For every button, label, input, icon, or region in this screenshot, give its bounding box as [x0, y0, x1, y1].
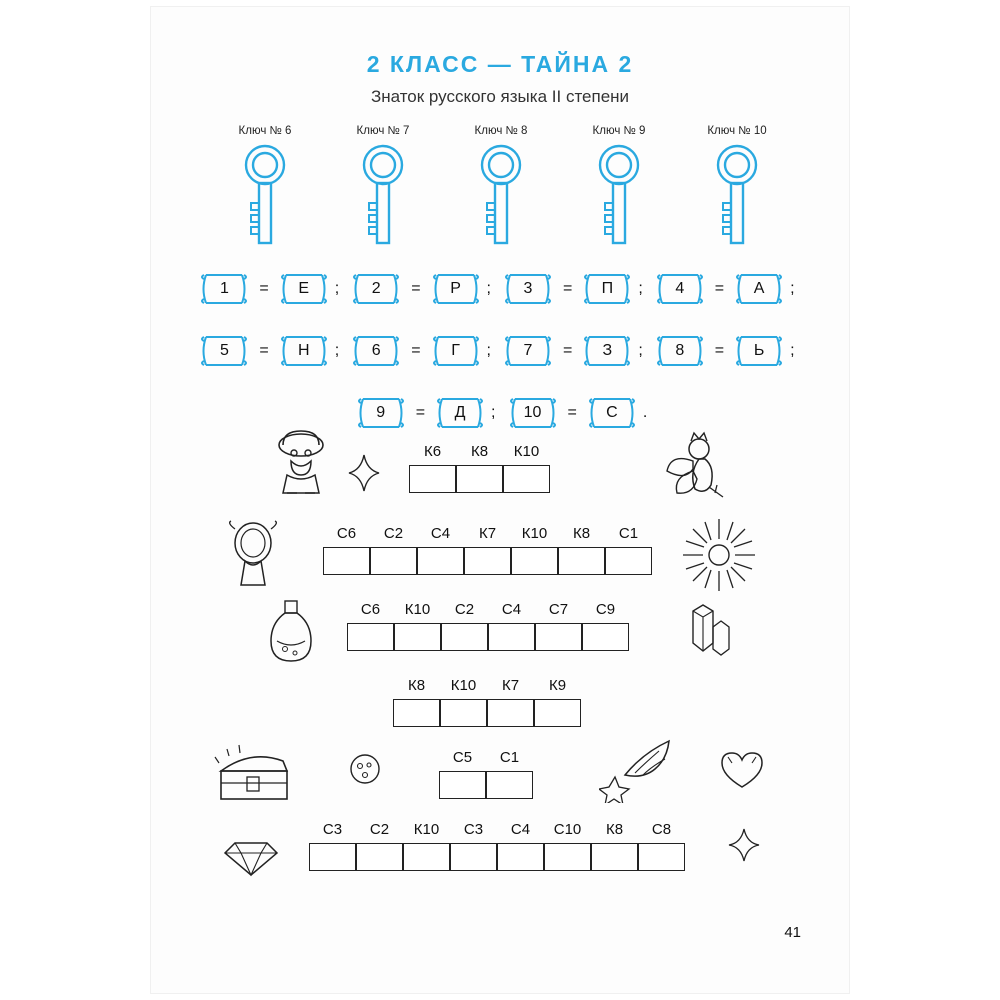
answer-box[interactable] [487, 699, 534, 727]
heart-icon [717, 745, 767, 793]
separator: ; [790, 342, 795, 359]
crystals-icon [679, 597, 739, 667]
legend-pair [196, 331, 348, 371]
answer-box[interactable] [456, 465, 503, 493]
answer-box[interactable] [370, 547, 417, 575]
separator: ; [334, 280, 340, 297]
fairy-icon [659, 427, 735, 513]
page-title: 2 КЛАСС — ТАЙНА 2 [366, 51, 634, 77]
scroll-number: 7 [502, 331, 554, 371]
answer-boxes [347, 623, 629, 651]
key-item-8 [447, 125, 555, 251]
answer-box[interactable] [605, 547, 652, 575]
key-icon [355, 141, 411, 251]
code-labels: К6 К8 К10 [423, 443, 540, 460]
equals-sign: = [567, 404, 577, 421]
scroll-letter: С [586, 393, 638, 433]
scroll-number: 2 [350, 269, 402, 309]
mirror-icon [223, 519, 287, 591]
key-icon [473, 141, 529, 251]
scroll-letter: А [733, 269, 785, 309]
scroll-letter: Ь [733, 331, 785, 371]
scroll-letter: Е [278, 269, 330, 309]
separator: ; [638, 280, 643, 297]
scroll-letter: Н [278, 331, 330, 371]
equals-sign: = [259, 342, 269, 359]
answer-box[interactable] [409, 465, 456, 493]
answer-box[interactable] [450, 843, 497, 871]
code-labels: С6 К10 С2 С4 С7 С9 [360, 601, 616, 618]
page-subtitle: Знаток русского языка II степени [370, 87, 630, 106]
answer-box[interactable] [441, 623, 488, 651]
legend-row [151, 269, 849, 309]
answer-box[interactable] [393, 699, 440, 727]
answer-box[interactable] [356, 843, 403, 871]
key-item-9 [565, 125, 673, 251]
answer-boxes [309, 843, 685, 871]
answer-box[interactable] [558, 547, 605, 575]
keys-row [211, 125, 791, 251]
key-icon [591, 141, 647, 251]
equals-sign: = [563, 342, 573, 359]
key-label: Ключ № 10 [707, 125, 767, 137]
code-labels: С6 С2 С4 К7 К10 К8 С1 [336, 525, 639, 542]
legend-pair [505, 393, 648, 433]
answer-box[interactable] [534, 699, 581, 727]
scroll-number: 5 [198, 331, 250, 371]
equals-sign: = [714, 342, 725, 359]
answer-boxes [439, 771, 533, 799]
scroll-number: 6 [350, 331, 402, 371]
key-item-6 [211, 125, 319, 251]
code-labels: К8 К10 К7 К9 [407, 677, 567, 694]
key-item-10 [683, 125, 791, 251]
equals-sign: = [415, 404, 426, 421]
answer-box[interactable] [439, 771, 486, 799]
legend-pair [348, 331, 500, 371]
answer-boxes [409, 465, 550, 493]
diamond-icon [223, 831, 279, 879]
answer-box[interactable] [394, 623, 441, 651]
answer-box[interactable] [440, 699, 487, 727]
answer-box[interactable] [591, 843, 638, 871]
comet-icon [599, 733, 689, 803]
answer-box[interactable] [638, 843, 685, 871]
answer-box[interactable] [544, 843, 591, 871]
worksheet-page [150, 6, 850, 994]
answer-box[interactable] [347, 623, 394, 651]
scroll-number: 9 [355, 393, 407, 433]
scroll-letter: Д [434, 393, 486, 433]
equals-sign: = [259, 280, 269, 297]
legend-pair [348, 269, 500, 309]
equals-sign: = [411, 280, 421, 297]
code-labels: С5 С1 [452, 749, 520, 766]
separator: ; [486, 280, 491, 297]
answer-boxes [323, 547, 652, 575]
sparkle-small-icon [727, 827, 761, 863]
legend-pair [196, 269, 348, 309]
starburst-icon [679, 515, 759, 595]
scroll-letter: Р [430, 269, 482, 309]
legend-pair [652, 331, 804, 371]
scroll-number: 1 [198, 269, 250, 309]
treasure-chest-icon [209, 743, 299, 813]
scroll-letter: П [581, 269, 633, 309]
answer-box[interactable] [497, 843, 544, 871]
key-icon [237, 141, 293, 251]
answer-box[interactable] [503, 465, 550, 493]
key-label: Ключ № 9 [592, 125, 646, 137]
pebble-icon [347, 751, 383, 787]
separator: . [642, 404, 648, 421]
legend-block [151, 269, 849, 455]
separator: ; [790, 280, 795, 297]
equals-sign: = [563, 280, 573, 297]
key-item-7 [329, 125, 437, 251]
key-label: Ключ № 8 [474, 125, 528, 137]
page-number: 41 [784, 924, 801, 941]
legend-pair [500, 331, 652, 371]
separator: ; [334, 342, 340, 359]
key-icon [709, 141, 765, 251]
equals-sign: = [714, 280, 725, 297]
legend-pair [500, 269, 652, 309]
code-labels: С3 С2 К10 С3 С4 С10 К8 С8 [322, 821, 672, 838]
separator: ; [638, 342, 643, 359]
legend-pair [353, 393, 505, 433]
potion-icon [263, 595, 319, 667]
legend-pair [652, 269, 804, 309]
key-label: Ключ № 6 [238, 125, 292, 137]
legend-row [151, 393, 849, 433]
answer-box[interactable] [309, 843, 356, 871]
scroll-number: 3 [502, 269, 554, 309]
key-label: Ключ № 7 [356, 125, 410, 137]
scroll-letter: З [581, 331, 633, 371]
gnome-icon [261, 423, 341, 503]
answer-box[interactable] [488, 623, 535, 651]
sparkle-icon [347, 453, 381, 493]
scroll-letter: Г [430, 331, 482, 371]
legend-row [151, 331, 849, 371]
scroll-number: 10 [507, 393, 559, 433]
answer-box[interactable] [417, 547, 464, 575]
answer-box[interactable] [323, 547, 370, 575]
answer-box[interactable] [511, 547, 558, 575]
answer-box[interactable] [582, 623, 629, 651]
scroll-number: 8 [654, 331, 706, 371]
answer-box[interactable] [486, 771, 533, 799]
answer-boxes [393, 699, 581, 727]
scroll-number: 4 [654, 269, 706, 309]
separator: ; [491, 404, 496, 421]
answer-box[interactable] [403, 843, 450, 871]
separator: ; [486, 342, 491, 359]
answer-box[interactable] [535, 623, 582, 651]
answer-box[interactable] [464, 547, 511, 575]
equals-sign: = [411, 342, 421, 359]
